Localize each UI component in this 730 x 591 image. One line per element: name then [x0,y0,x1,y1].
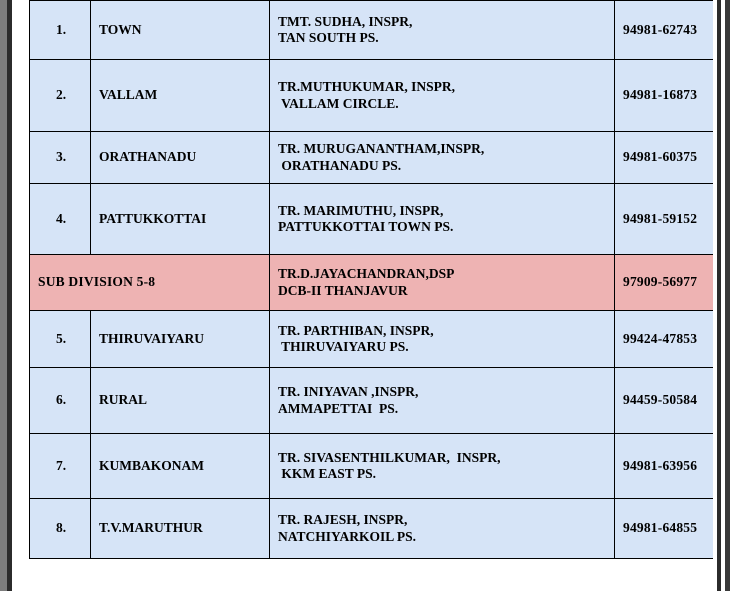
officer-line-1: TR. PARTHIBAN, INSPR, [278,322,434,338]
table-row [30,60,714,132]
table-row [30,499,714,559]
row-serial: 7. [30,434,91,499]
row-place: VALLAM [91,60,270,132]
row-place: PATTUKKOTTAI [91,184,270,255]
row-subdivision-label: SUB DIVISION 5-8 [30,255,270,311]
row-phone: 94981-59152 [615,184,714,255]
officer-line-1: TR. RAJESH, INSPR, [278,512,408,528]
table-row [30,184,714,255]
officer-line-1: TR. MARIMUTHU, INSPR, [278,202,444,218]
row-place: THIRUVAIYARU [91,311,270,368]
row-officer [270,132,615,184]
row-place: KUMBAKONAM [91,434,270,499]
officer-line-1: TR.D.JAYACHANDRAN,DSP [278,266,455,282]
officer-line-2: DCB-II THANJAVUR [278,282,408,298]
table-row [30,368,714,434]
table-row [30,311,714,368]
row-serial: 3. [30,132,91,184]
table-row [30,434,714,499]
row-place: TOWN [91,1,270,60]
officer-line-1: TR. INIYAVAN ,INSPR, [278,384,419,400]
officer-line-2: TAN SOUTH PS. [278,30,379,45]
row-officer [270,184,615,255]
row-officer [270,368,615,434]
table-row [30,1,714,60]
row-place: ORATHANADU [91,132,270,184]
officer-line-2: THIRUVAIYARU PS. [278,339,409,354]
row-phone: 94981-62743 [615,1,714,60]
officer-line-2: KKM EAST PS. [278,466,377,481]
row-place: RURAL [91,368,270,434]
row-phone: 94459-50584 [615,368,714,434]
row-serial: 8. [30,499,91,559]
officer-line-1: TR. MURUGANANTHAM,INSPR, [278,141,485,157]
row-officer [270,60,615,132]
officer-line-1: TMT. SUDHA, INSPR, [278,13,413,29]
row-phone: 94981-63956 [615,434,714,499]
duty-table [29,0,713,559]
officer-line-2: ORATHANADU PS. [278,157,402,173]
page-right-edge-outer [725,0,730,591]
duty-table-container [29,0,713,591]
row-serial: 6. [30,368,91,434]
row-phone: 99424-47853 [615,311,714,368]
row-serial: 5. [30,311,91,368]
row-place: T.V.MARUTHUR [91,499,270,559]
row-officer [270,434,615,499]
row-officer [270,255,615,311]
row-serial: 1. [30,1,91,60]
row-serial: 4. [30,184,91,255]
officer-line-2: NATCHIYARKOIL PS. [278,528,417,544]
row-phone: 94981-60375 [615,132,714,184]
officer-line-1: TR.MUTHUKUMAR, INSPR, [278,79,455,95]
row-officer [270,1,615,60]
officer-line-2: AMMAPETTAI PS. [278,400,399,416]
page-left-margin [12,0,29,591]
page-right-edge-inner [717,0,721,591]
row-officer [270,311,615,368]
row-serial: 2. [30,60,91,132]
officer-line-2: VALLAM CIRCLE. [278,95,399,111]
officer-line-2: PATTUKKOTTAI TOWN PS. [278,219,454,234]
row-phone: 97909-56977 [615,255,714,311]
row-officer [270,499,615,559]
officer-line-1: TR. SIVASENTHILKUMAR, INSPR, [278,449,501,465]
table-row-subdivision [30,255,714,311]
table-row [30,132,714,184]
row-phone: 94981-16873 [615,60,714,132]
page-left-edge-outer [0,0,7,591]
row-phone: 94981-64855 [615,499,714,559]
